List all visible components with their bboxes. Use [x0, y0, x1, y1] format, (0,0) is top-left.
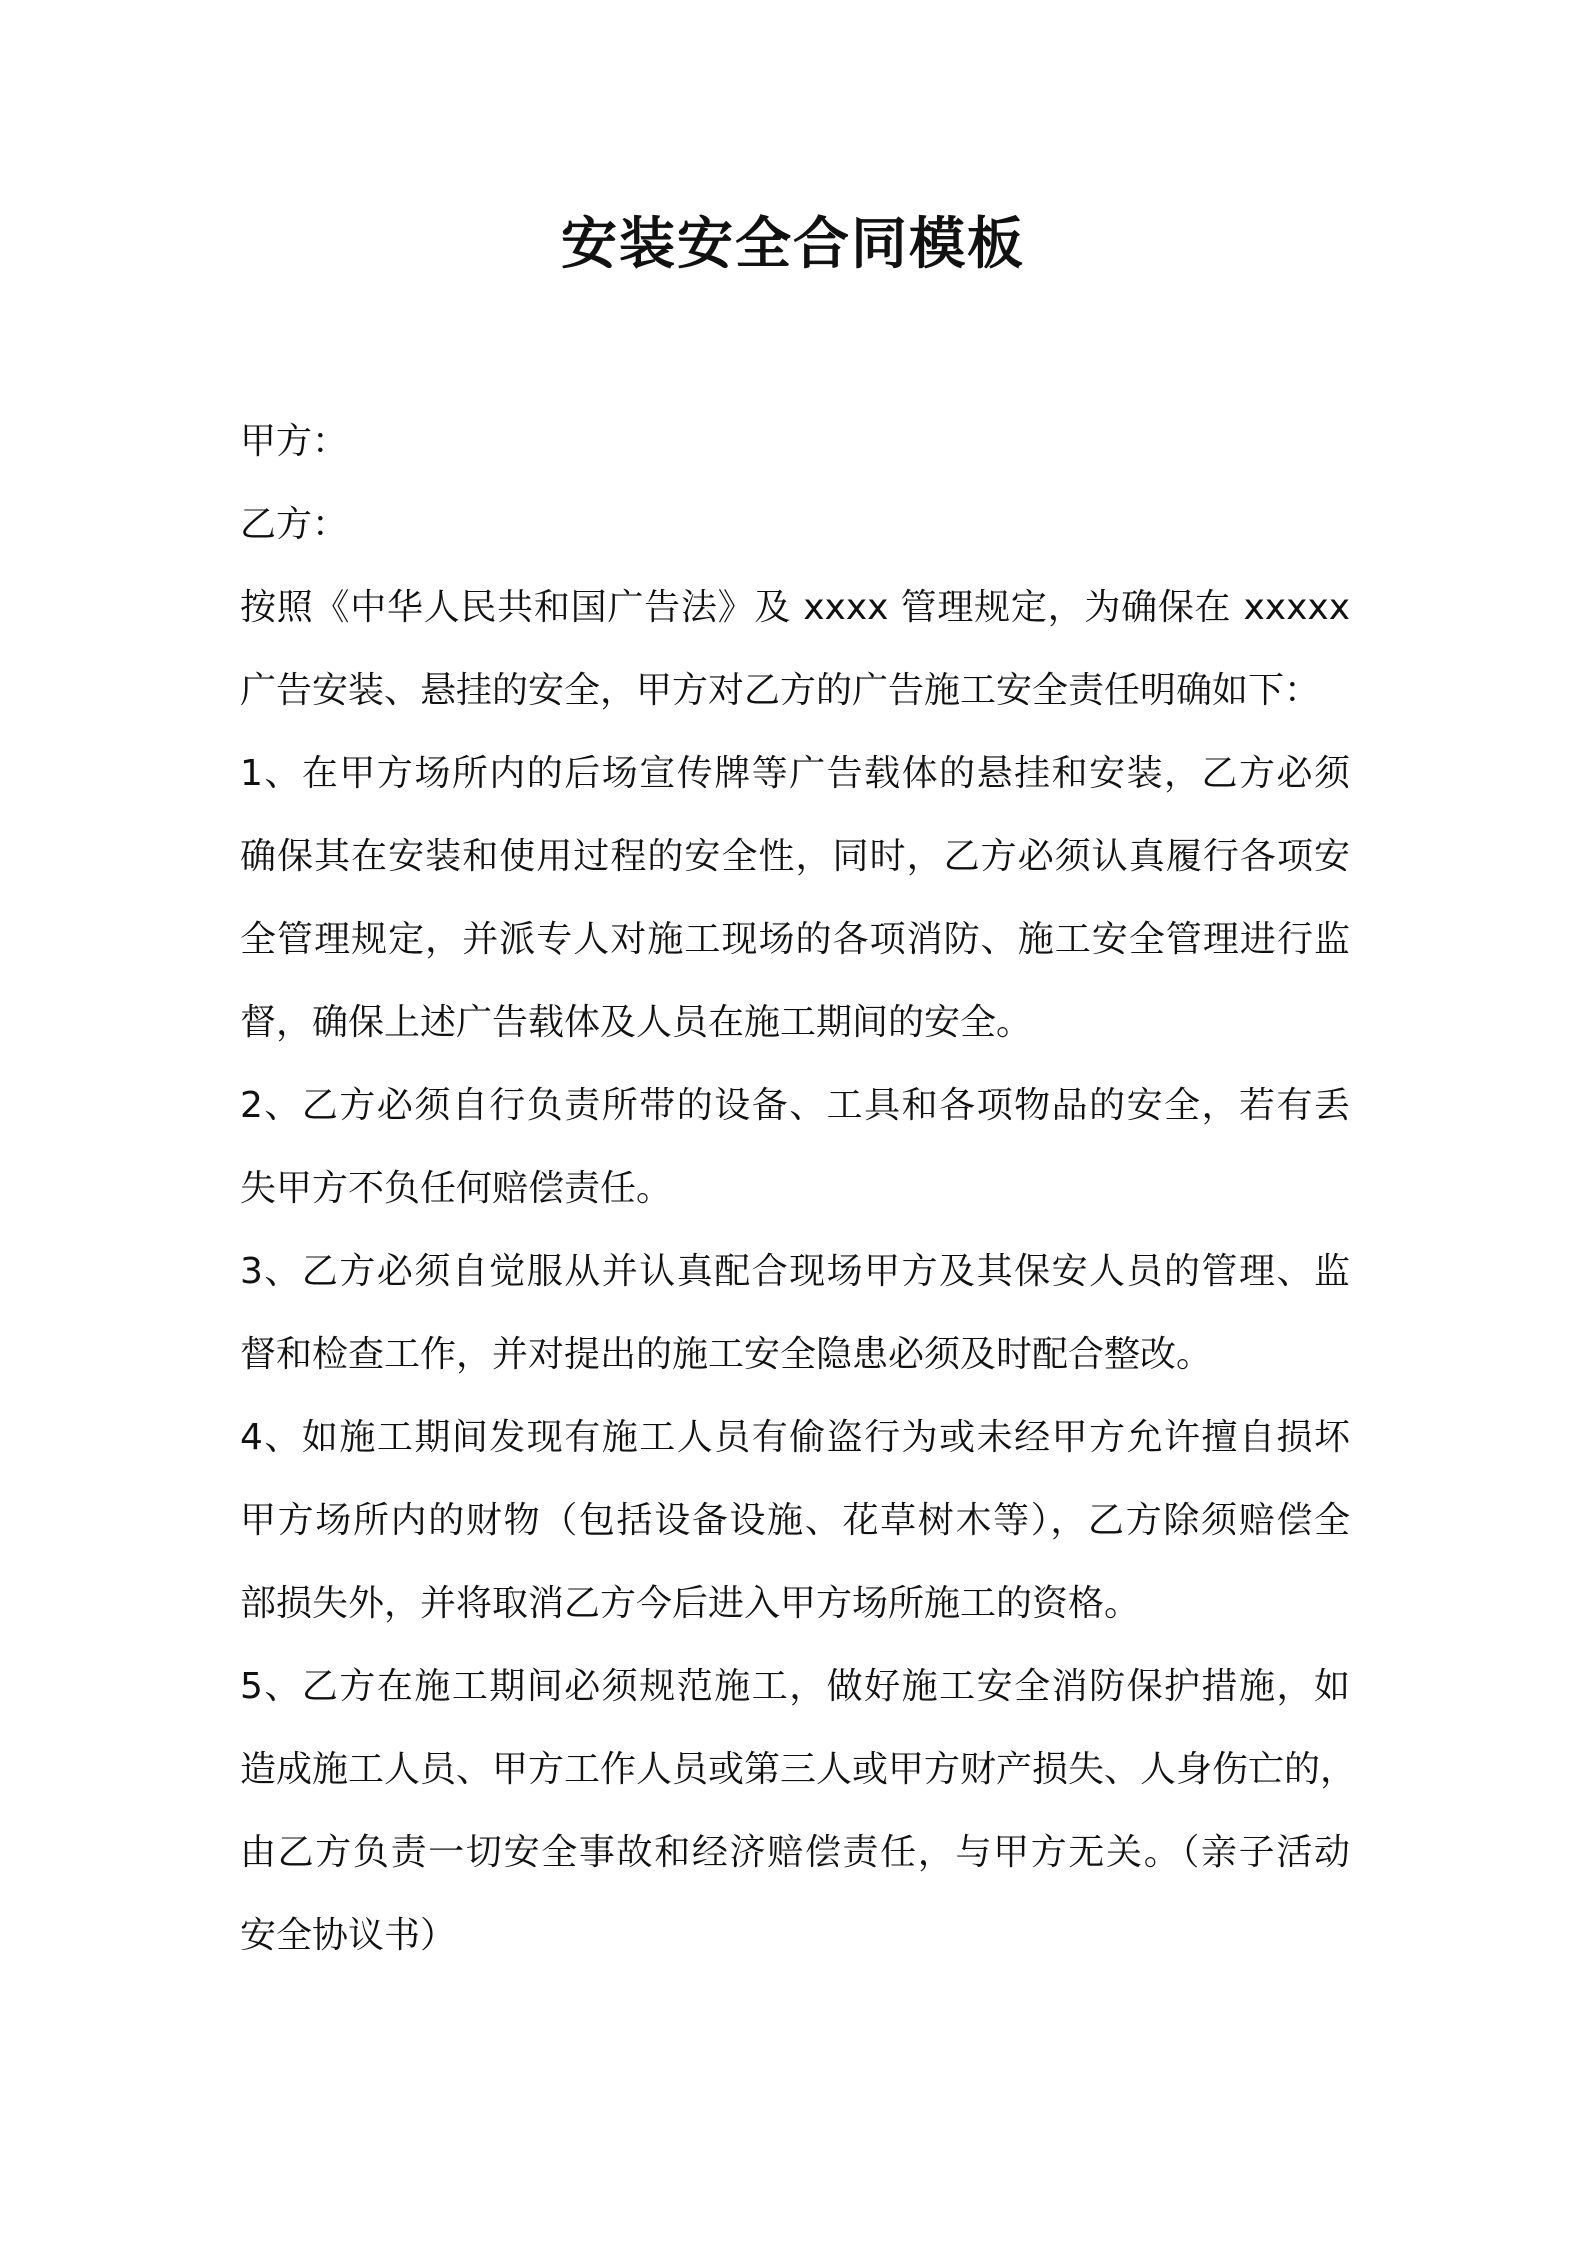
body-line-clause-4a: 4、如施工期间发现有施工人员有偷盗行为或未经甲方允许擅自损坏: [240, 1417, 1350, 1458]
body-line-clause-1a: 1、在甲方场所内的后场宣传牌等广告载体的悬挂和安装，乙方必须: [240, 753, 1350, 794]
body-line-clause-1c: 全管理规定，并派专人对施工现场的各项消防、施工安全管理进行监: [240, 919, 1350, 960]
body-line-clause-3b: 督和检查工作，并对提出的施工安全隐患必须及时配合整改。: [240, 1334, 1213, 1375]
body-line-clause-4c: 部损失外，并将取消乙方今后进入甲方场所施工的资格。: [240, 1583, 1141, 1624]
body-line-clause-5a: 5、乙方在施工期间必须规范施工，做好施工安全消防保护措施，如: [240, 1666, 1350, 1707]
body-line-clause-5c: 由乙方负责一切安全事故和经济赔偿责任，与甲方无关。（亲子活动: [240, 1832, 1350, 1873]
party-b-label: 乙方：: [240, 504, 349, 545]
body-line-clause-2b: 失甲方不负任何赔偿责任。: [240, 1168, 673, 1209]
body-line-preamble-2: 广告安装、悬挂的安全，甲方对乙方的广告施工安全责任明确如下：: [240, 670, 1321, 711]
body-line-preamble-1: 按照《中华人民共和国广告法》及 xxxx 管理规定，为确保在 xxxxx: [240, 587, 1350, 628]
body-line-clause-3a: 3、乙方必须自觉服从并认真配合现场甲方及其保安人员的管理、监: [240, 1251, 1350, 1292]
document-title: 安装安全合同模板: [561, 212, 1025, 277]
body-line-clause-1b: 确保其在安装和使用过程的安全性，同时，乙方必须认真履行各项安: [240, 836, 1350, 877]
body-line-clause-1d: 督，确保上述广告载体及人员在施工期间的安全。: [240, 1002, 1033, 1043]
document-body: [240, 400, 1357, 1977]
body-line-clause-5b: 造成施工人员、甲方工作人员或第三人或甲方财产损失、人身伤亡的，: [240, 1749, 1357, 1790]
body-line-clause-2a: 2、乙方必须自行负责所带的设备、工具和各项物品的安全，若有丢: [240, 1085, 1350, 1126]
body-line-clause-4b: 甲方场所内的财物（包括设备设施、花草树木等），乙方除须赔偿全: [240, 1500, 1350, 1541]
body-line-clause-5d: 安全协议书）: [240, 1915, 457, 1956]
party-a-label: 甲方：: [240, 421, 349, 462]
